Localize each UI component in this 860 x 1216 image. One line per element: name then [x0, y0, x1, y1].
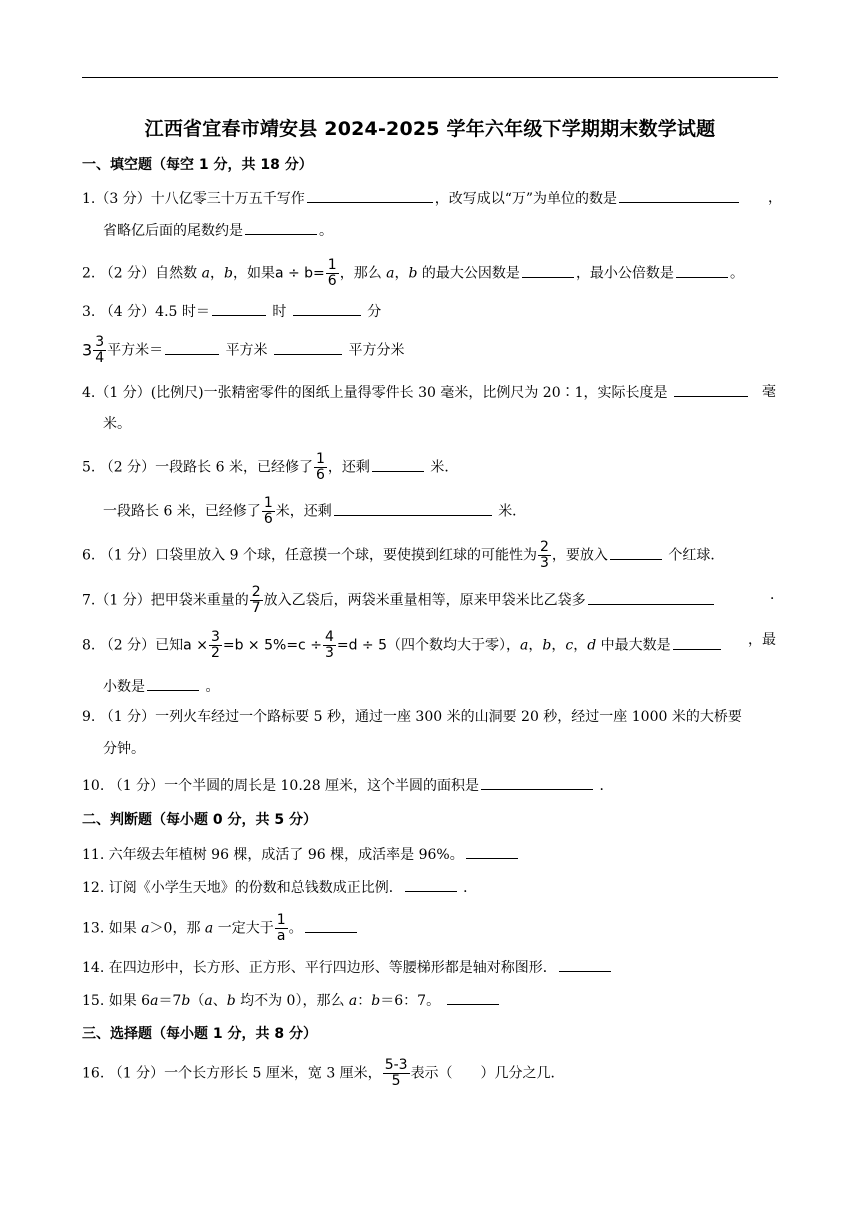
question-8-cont: 小数是 。 — [103, 676, 219, 697]
question-7: 7.（1 分）把甲袋米重量的 $\frac{2}{7}$ 放入乙袋后，两袋米重量相等，原来甲袋米比乙袋多 — [82, 585, 716, 616]
answer-blank[interactable] — [674, 382, 748, 397]
question-5: 5. （2 分）一段路长 6 米，已经修了 $\frac{1}{6}$ ，还剩 米． — [82, 451, 459, 483]
answer-blank[interactable] — [588, 590, 714, 605]
answer-blank[interactable] — [147, 676, 199, 691]
fraction: $\frac{3}{2}$ — [210, 629, 220, 661]
question-15: 15. 如果 6a＝7b（a、b 均不为 0），那么 a：b＝6：7。 — [82, 990, 501, 1011]
question-14: 14. 在四边形中，长方形、正方形、平行四边形、等腰梯形都是轴对称图形． — [82, 957, 613, 978]
answer-blank[interactable] — [307, 188, 433, 203]
answer-blank[interactable] — [305, 918, 357, 933]
page-title: 江西省宜春市靖安县 2024-2025 学年六年级下学期期末数学试题 — [144, 118, 716, 140]
section-heading-fill-blank: 一、填空题（每空 1 分，共 18 分） — [82, 157, 313, 173]
answer-blank[interactable] — [447, 990, 499, 1005]
question-1-comma: ， — [768, 190, 782, 206]
question-9-cont: 分钟。 — [103, 741, 145, 757]
question-9: 9. （1 分）一列火车经过一个路标要 5 秒，通过一座 300 米的山洞要 20 秒，经过一座 1000 米的大桥要 — [82, 709, 742, 725]
question-4-cont: 米。 — [103, 416, 131, 432]
section-heading-multiple-choice: 三、选择题（每小题 1 分，共 8 分） — [82, 1026, 317, 1042]
header-rule — [82, 77, 778, 78]
fraction: $\frac{3}{4}$ — [95, 334, 105, 366]
question-16: 16. （1 分）一个长方形长 5 厘米，宽 3 厘米， $\frac{5-3}{5}$ 表示（ ）几分之几． — [82, 1057, 565, 1089]
answer-blank[interactable] — [619, 188, 739, 203]
fraction: $\frac{2}{3}$ — [539, 539, 549, 571]
answer-blank[interactable] — [165, 340, 219, 355]
fraction: $\frac{1}{a}$ — [276, 912, 286, 944]
answer-blank[interactable] — [334, 501, 492, 516]
answer-blank[interactable] — [610, 545, 662, 560]
question-2: 2. （2 分）自然数 a，b，如果a ÷ b= $\frac{1}{6}$ ，那么 a，b 的最大公因数是 ，最小公倍数是 。 — [82, 257, 744, 289]
answer-blank[interactable] — [372, 457, 424, 472]
answer-blank[interactable] — [293, 301, 361, 316]
answer-blank[interactable] — [274, 340, 342, 355]
question-5-cont: 一段路长 6 米，已经修了 $\frac{1}{6}$ 米，还剩 米． — [103, 495, 527, 527]
question-4-unit: 毫 — [762, 384, 776, 400]
question-8: 8. （2 分）已知a × $\frac{3}{2}$ =b × 5%=c ÷ $\frac{4}{3}$ =d ÷ 5（四个数均大于零），a，b，c，d 中最大数是 — [82, 630, 723, 661]
answer-blank[interactable] — [522, 263, 574, 278]
question-6: 6. （1 分）口袋里放入 9 个球，任意摸一个球，要使摸到红球的可能性为 $\frac{2}{3}$ ，要放入 个红球． — [82, 539, 725, 571]
question-4: 4.（1 分）(比例尺)一张精密零件的图纸上量得零件长 30 毫米，比例尺为 20∶1，实际长度是 — [82, 382, 750, 403]
question-10: 10. （1 分）一个半圆的周长是 10.28 厘米，这个半圆的面积是 ． — [82, 775, 614, 796]
answer-blank[interactable] — [245, 220, 317, 235]
question-12: 12. 订阅《小学生天地》的份数和总钱数成正比例． ． — [82, 877, 477, 898]
fraction: $\frac{5-3}{5}$ — [384, 1057, 408, 1089]
answer-blank[interactable] — [405, 877, 457, 892]
question-1: 1.（3 分）十八亿零三十万五千写作 ，改写成以“万”为单位的数是 — [82, 188, 741, 209]
question-8-end: ，最 — [748, 632, 776, 648]
question-3: 3. （4 分）4.5 时＝ 时 分 — [82, 301, 381, 322]
fraction: $\frac{1}{6}$ — [327, 257, 337, 289]
answer-blank[interactable] — [559, 957, 611, 972]
fraction: $\frac{2}{7}$ — [251, 584, 261, 616]
question-11: 11. 六年级去年植树 96 棵，成活了 96 棵，成活率是 96%。 — [82, 844, 520, 865]
answer-blank[interactable] — [676, 263, 728, 278]
question-1-cont: 省略亿后面的尾数约是 。 — [103, 220, 333, 241]
answer-blank[interactable] — [466, 844, 518, 859]
section-heading-true-false: 二、判断题（每小题 0 分，共 5 分） — [82, 812, 317, 828]
answer-blank[interactable] — [481, 775, 593, 790]
question-13: 13. 如果 a＞0，那 a 一定大于 $\frac{1}{a}$ 。 — [82, 913, 359, 944]
fraction: $\frac{1}{6}$ — [315, 451, 325, 483]
question-3-cont: 3 $\frac{3}{4}$ 平方米＝ 平方米 平方分米 — [82, 334, 405, 366]
fraction: $\frac{4}{3}$ — [324, 629, 334, 661]
question-7-end: ． — [770, 587, 784, 603]
answer-blank[interactable] — [212, 301, 266, 316]
answer-blank[interactable] — [673, 635, 721, 650]
fraction: $\frac{1}{6}$ — [263, 495, 273, 527]
